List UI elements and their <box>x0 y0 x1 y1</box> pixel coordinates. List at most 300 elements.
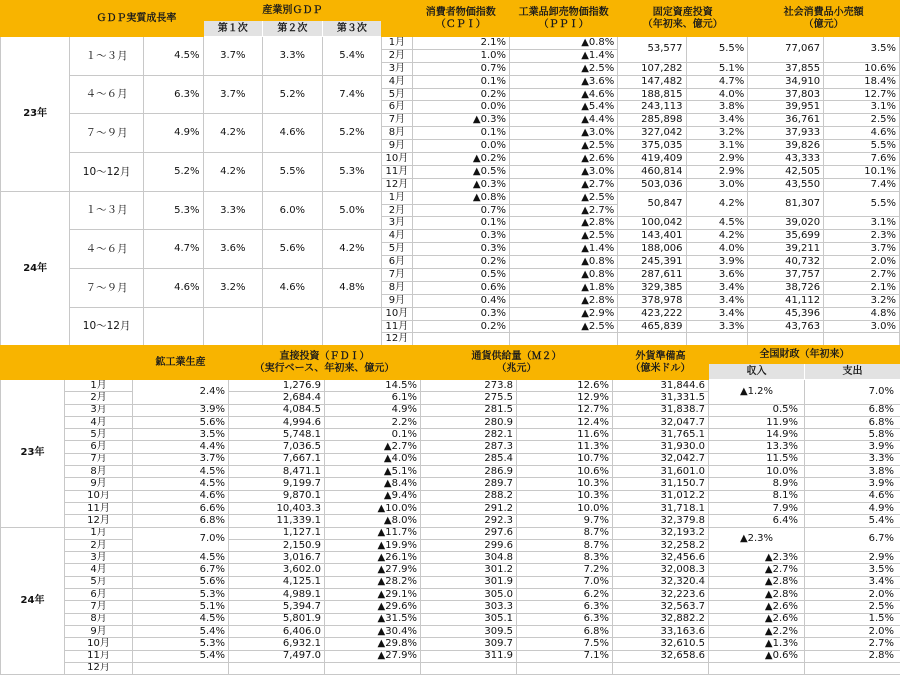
fdi-growth-cell: ▲9.4% <box>325 490 421 502</box>
ppi-cell: ▲1.8% <box>510 281 618 294</box>
secondary-industry-cell: 4.6% <box>263 269 323 308</box>
tertiary-industry-cell <box>322 307 382 346</box>
month-label: 2月 <box>382 49 412 62</box>
fixed-asset-investment-cell: 243,113 <box>618 101 686 114</box>
month-label: 3月 <box>65 404 133 416</box>
retail-growth-cell <box>824 333 900 346</box>
mining-production-cell: 5.1% <box>133 601 229 613</box>
bottom-table-body <box>1 380 900 675</box>
retail-growth-cell: 2.3% <box>824 230 900 243</box>
month-label: 11月 <box>65 502 133 514</box>
month-label: 6月 <box>65 589 133 601</box>
fixed-asset-investment-cell: 460,814 <box>618 165 686 178</box>
fixed-asset-investment-cell: 378,978 <box>618 294 686 307</box>
fiscal-revenue-cell: 0.5% <box>709 404 805 416</box>
fx-reserves-cell: 32,456.6 <box>613 552 709 564</box>
m2-value-cell: 304.8 <box>421 552 517 564</box>
month-label: 4月 <box>382 75 412 88</box>
ppi-cell: ▲2.6% <box>510 153 618 166</box>
fdi-growth-cell: ▲31.5% <box>325 613 421 625</box>
top-table-body <box>1 37 900 346</box>
mining-production-cell: 4.4% <box>133 441 229 453</box>
table-row <box>1 75 900 88</box>
secondary-industry-cell <box>263 307 323 346</box>
month-label: 1月 <box>65 527 133 539</box>
quarter-label: 10～12月 <box>70 153 144 192</box>
primary-industry-cell: 3.7% <box>203 75 263 114</box>
m2-growth-cell: 8.7% <box>517 527 613 539</box>
mining-production-cell: 6.7% <box>133 564 229 576</box>
fiscal-revenue-cell: ▲1.3% <box>709 638 805 650</box>
ppi-cell: ▲5.4% <box>510 101 618 114</box>
retail-growth-cell: 3.7% <box>824 243 900 256</box>
m2-growth-cell <box>517 662 613 674</box>
fdi-value-cell: 2,150.9 <box>229 539 325 551</box>
fiscal-revenue-cell: 13.3% <box>709 441 805 453</box>
fdi-growth-cell: ▲29.8% <box>325 638 421 650</box>
fiscal-revenue-cell: 11.9% <box>709 416 805 428</box>
retail-growth-cell: 3.0% <box>824 320 900 333</box>
fixed-asset-growth-cell: 4.0% <box>686 88 748 101</box>
fdi-value-cell: 6,932.1 <box>229 638 325 650</box>
fx-reserves-cell: 32,379.8 <box>613 515 709 527</box>
cpi-cell: 0.3% <box>412 230 509 243</box>
month-label: 1月 <box>382 191 412 204</box>
m2-value-cell: 285.4 <box>421 453 517 465</box>
fdi-value-cell: 2,684.4 <box>229 392 325 404</box>
fdi-growth-cell: ▲10.0% <box>325 502 421 514</box>
fdi-value-cell: 1,127.1 <box>229 527 325 539</box>
fiscal-revenue-cell: 7.9% <box>709 502 805 514</box>
header-cpi: 消費者物価指数 （ＣＰＩ） <box>412 1 509 37</box>
month-label: 5月 <box>65 576 133 588</box>
primary-industry-cell: 3.7% <box>203 37 263 76</box>
fiscal-expenditure-cell: 1.5% <box>805 613 900 625</box>
m2-value-cell: 301.2 <box>421 564 517 576</box>
month-label: 3月 <box>65 552 133 564</box>
ppi-cell: ▲2.5% <box>510 140 618 153</box>
retail-growth-cell: 18.4% <box>824 75 900 88</box>
month-label: 10月 <box>65 490 133 502</box>
fixed-asset-growth-cell: 3.9% <box>686 256 748 269</box>
ppi-cell <box>510 333 618 346</box>
cpi-cell: ▲0.2% <box>412 153 509 166</box>
cpi-cell: ▲0.8% <box>412 191 509 204</box>
ppi-cell: ▲2.7% <box>510 178 618 191</box>
retail-sales-cell: 40,732 <box>748 256 824 269</box>
m2-value-cell: 286.9 <box>421 466 517 478</box>
month-label: 10月 <box>65 638 133 650</box>
fdi-value-cell: 7,497.0 <box>229 650 325 662</box>
retail-growth-cell: 2.5% <box>824 114 900 127</box>
cpi-cell: 0.3% <box>412 243 509 256</box>
fx-reserves-cell: 32,610.5 <box>613 638 709 650</box>
m2-value-cell: 311.9 <box>421 650 517 662</box>
secondary-industry-cell: 4.6% <box>263 114 323 153</box>
fiscal-expenditure-cell: 3.9% <box>805 478 900 490</box>
month-label: 9月 <box>65 625 133 637</box>
table-row <box>1 429 900 441</box>
fdi-value-cell: 9,870.1 <box>229 490 325 502</box>
fixed-asset-growth-cell: 3.4% <box>686 114 748 127</box>
month-label: 3月 <box>382 217 412 230</box>
tertiary-industry-cell: 7.4% <box>322 75 382 114</box>
fx-reserves-cell: 32,047.7 <box>613 416 709 428</box>
fdi-growth-cell: ▲8.4% <box>325 478 421 490</box>
ppi-cell: ▲3.6% <box>510 75 618 88</box>
cpi-cell: 0.3% <box>412 307 509 320</box>
primary-industry-cell <box>203 307 263 346</box>
retail-sales-cell: 37,933 <box>748 127 824 140</box>
month-label: 12月 <box>65 662 133 674</box>
fixed-asset-investment-cell: 287,611 <box>618 269 686 282</box>
fx-reserves-cell: 32,223.6 <box>613 589 709 601</box>
mining-production-cell: 4.5% <box>133 466 229 478</box>
fdi-growth-cell: 6.1% <box>325 392 421 404</box>
table-row <box>1 662 900 674</box>
m2-growth-cell: 6.2% <box>517 589 613 601</box>
m2-value-cell: 282.1 <box>421 429 517 441</box>
fx-reserves-cell: 31,930.0 <box>613 441 709 453</box>
table-row <box>1 552 900 564</box>
month-label: 1月 <box>382 37 412 50</box>
tertiary-industry-cell: 4.8% <box>322 269 382 308</box>
retail-sales-cell: 39,020 <box>748 217 824 230</box>
retail-sales-cell: 35,699 <box>748 230 824 243</box>
mining-production-cell: 6.6% <box>133 502 229 514</box>
m2-value-cell: 297.6 <box>421 527 517 539</box>
retail-growth-cell: 3.5% <box>824 37 900 63</box>
tertiary-industry-cell: 4.2% <box>322 230 382 269</box>
fdi-growth-cell: 14.5% <box>325 380 421 392</box>
table-row <box>1 191 900 204</box>
month-label: 5月 <box>65 429 133 441</box>
retail-sales-cell: 43,550 <box>748 178 824 191</box>
month-label: 10月 <box>382 153 412 166</box>
fdi-value-cell: 4,989.1 <box>229 589 325 601</box>
year-label: 24年 <box>1 527 65 675</box>
month-label: 9月 <box>382 140 412 153</box>
retail-growth-cell: 10.1% <box>824 165 900 178</box>
retail-growth-cell: 7.6% <box>824 153 900 166</box>
fixed-asset-investment-cell: 419,409 <box>618 153 686 166</box>
fdi-value-cell: 10,403.3 <box>229 502 325 514</box>
month-label: 8月 <box>382 281 412 294</box>
table-row <box>1 490 900 502</box>
subheader-tertiary: 第３次 <box>322 21 382 37</box>
fiscal-expenditure-cell: 2.7% <box>805 638 900 650</box>
month-label: 12月 <box>382 333 412 346</box>
table-row <box>1 307 900 320</box>
cpi-cell: 0.2% <box>412 256 509 269</box>
secondary-industry-cell: 3.3% <box>263 37 323 76</box>
fiscal-revenue-cell <box>709 662 805 674</box>
m2-growth-cell: 10.3% <box>517 490 613 502</box>
mining-production-cell: 5.4% <box>133 625 229 637</box>
m2-growth-cell: 8.3% <box>517 552 613 564</box>
table-row <box>1 478 900 490</box>
cpi-cell: 0.1% <box>412 127 509 140</box>
table-row <box>1 153 900 166</box>
mining-production-cell: 4.5% <box>133 478 229 490</box>
ppi-cell: ▲0.8% <box>510 256 618 269</box>
retail-growth-cell: 5.5% <box>824 191 900 217</box>
fiscal-expenditure-cell: 3.9% <box>805 441 900 453</box>
retail-sales-cell: 77,067 <box>748 37 824 63</box>
fixed-asset-investment-cell: 423,222 <box>618 307 686 320</box>
month-label: 6月 <box>65 441 133 453</box>
table-row <box>1 638 900 650</box>
m2-growth-cell: 12.7% <box>517 404 613 416</box>
mining-production-cell: 3.5% <box>133 429 229 441</box>
ppi-cell: ▲2.5% <box>510 320 618 333</box>
fdi-growth-cell: ▲2.7% <box>325 441 421 453</box>
month-label: 12月 <box>382 178 412 191</box>
fdi-growth-cell: 4.9% <box>325 404 421 416</box>
secondary-industry-cell: 5.2% <box>263 75 323 114</box>
fiscal-revenue-cell: ▲1.2% <box>709 380 805 405</box>
header-ppi: 工業品卸売物価指数 （ＰＰＩ） <box>510 1 618 37</box>
fx-reserves-cell: 32,320.4 <box>613 576 709 588</box>
fiscal-revenue-cell: ▲2.8% <box>709 589 805 601</box>
fiscal-expenditure-cell: 3.3% <box>805 453 900 465</box>
m2-growth-cell: 12.6% <box>517 380 613 392</box>
fiscal-revenue-cell: ▲2.3% <box>709 552 805 564</box>
fixed-asset-growth-cell: 3.8% <box>686 101 748 114</box>
ppi-cell: ▲2.5% <box>510 62 618 75</box>
fixed-asset-investment-cell: 285,898 <box>618 114 686 127</box>
fdi-growth-cell: 0.1% <box>325 429 421 441</box>
month-label: 2月 <box>382 204 412 217</box>
fx-reserves-cell: 31,331.5 <box>613 392 709 404</box>
fiscal-expenditure-cell: 4.9% <box>805 502 900 514</box>
table-row <box>1 453 900 465</box>
table-row <box>1 230 900 243</box>
fx-reserves-cell: 31,150.7 <box>613 478 709 490</box>
table-row <box>1 502 900 514</box>
ppi-cell: ▲3.0% <box>510 127 618 140</box>
fx-reserves-cell: 32,882.2 <box>613 613 709 625</box>
tertiary-industry-cell: 5.0% <box>322 191 382 230</box>
table-row <box>1 613 900 625</box>
month-label: 5月 <box>382 88 412 101</box>
table-row <box>1 37 900 50</box>
month-label: 4月 <box>65 416 133 428</box>
secondary-industry-cell: 5.5% <box>263 153 323 192</box>
header-fdi: 直接投資（ＦＤＩ） （実行ベース、年初来、億元） <box>229 346 421 380</box>
fiscal-revenue-cell: ▲2.3% <box>709 527 805 552</box>
fiscal-revenue-cell: 6.4% <box>709 515 805 527</box>
fx-reserves-cell: 32,042.7 <box>613 453 709 465</box>
month-label: 8月 <box>65 613 133 625</box>
fixed-asset-investment-cell: 375,035 <box>618 140 686 153</box>
table-row <box>1 416 900 428</box>
ppi-cell: ▲2.5% <box>510 230 618 243</box>
subheader-primary: 第１次 <box>203 21 263 37</box>
m2-value-cell: 305.1 <box>421 613 517 625</box>
fixed-asset-growth-cell: 5.1% <box>686 62 748 75</box>
fiscal-expenditure-cell: 6.8% <box>805 416 900 428</box>
month-label: 1月 <box>65 380 133 392</box>
fiscal-revenue-cell: 11.5% <box>709 453 805 465</box>
fixed-asset-investment-cell: 465,839 <box>618 320 686 333</box>
cpi-cell: 0.4% <box>412 294 509 307</box>
m2-value-cell: 281.5 <box>421 404 517 416</box>
table-row <box>1 589 900 601</box>
fixed-asset-investment-cell: 107,282 <box>618 62 686 75</box>
fiscal-expenditure-cell: 2.0% <box>805 625 900 637</box>
tertiary-industry-cell: 5.3% <box>322 153 382 192</box>
fdi-value-cell: 3,602.0 <box>229 564 325 576</box>
cpi-cell: 0.7% <box>412 204 509 217</box>
month-label: 11月 <box>382 320 412 333</box>
fixed-asset-investment-cell: 188,815 <box>618 88 686 101</box>
table-row <box>1 601 900 613</box>
quarter-label: ７～９月 <box>70 114 144 153</box>
mining-production-cell: 2.4% <box>133 380 229 405</box>
cpi-cell: 0.1% <box>412 75 509 88</box>
fixed-asset-growth-cell: 5.5% <box>686 37 748 63</box>
mining-production-cell: 7.0% <box>133 527 229 552</box>
cpi-cell: 2.1% <box>412 37 509 50</box>
fixed-asset-growth-cell: 4.7% <box>686 75 748 88</box>
month-label: 6月 <box>382 256 412 269</box>
cpi-cell: ▲0.3% <box>412 114 509 127</box>
fiscal-expenditure-cell: 2.5% <box>805 601 900 613</box>
fiscal-expenditure-cell: 2.8% <box>805 650 900 662</box>
fdi-growth-cell: ▲27.9% <box>325 564 421 576</box>
retail-sales-cell: 41,112 <box>748 294 824 307</box>
mining-production-cell: 4.6% <box>133 490 229 502</box>
fiscal-expenditure-cell: 2.0% <box>805 589 900 601</box>
retail-sales-cell: 38,726 <box>748 281 824 294</box>
m2-value-cell: 301.9 <box>421 576 517 588</box>
fdi-value-cell: 3,016.7 <box>229 552 325 564</box>
mining-production-cell: 6.8% <box>133 515 229 527</box>
m2-growth-cell: 11.6% <box>517 429 613 441</box>
fiscal-revenue-cell: ▲2.7% <box>709 564 805 576</box>
cpi-cell: 1.0% <box>412 49 509 62</box>
month-label: 7月 <box>382 114 412 127</box>
m2-growth-cell: 12.4% <box>517 416 613 428</box>
year-label: 24年 <box>1 191 70 346</box>
m2-growth-cell: 7.1% <box>517 650 613 662</box>
fiscal-expenditure-cell: 7.0% <box>805 380 900 405</box>
mining-production-cell: 3.9% <box>133 404 229 416</box>
m2-value-cell: 309.5 <box>421 625 517 637</box>
table-row <box>1 625 900 637</box>
fixed-asset-investment-cell: 50,847 <box>618 191 686 217</box>
m2-growth-cell: 10.3% <box>517 478 613 490</box>
m2-value-cell: 280.9 <box>421 416 517 428</box>
fx-reserves-cell: 31,012.2 <box>613 490 709 502</box>
fiscal-expenditure-cell: 3.5% <box>805 564 900 576</box>
table-row <box>1 404 900 416</box>
fiscal-revenue-cell: ▲2.8% <box>709 576 805 588</box>
fx-reserves-cell: 31,601.0 <box>613 466 709 478</box>
m2-value-cell: 287.3 <box>421 441 517 453</box>
table-row <box>1 466 900 478</box>
mining-production-cell: 3.7% <box>133 453 229 465</box>
fixed-asset-growth-cell: 4.2% <box>686 191 748 217</box>
fixed-asset-investment-cell: 503,036 <box>618 178 686 191</box>
m2-value-cell: 273.8 <box>421 380 517 392</box>
quarter-label: １～３月 <box>70 37 144 76</box>
subheader-secondary: 第２次 <box>263 21 323 37</box>
fixed-asset-growth-cell <box>686 333 748 346</box>
fiscal-expenditure-cell: 2.9% <box>805 552 900 564</box>
fdi-value-cell: 8,471.1 <box>229 466 325 478</box>
fdi-growth-cell: ▲29.1% <box>325 589 421 601</box>
fixed-asset-growth-cell: 3.4% <box>686 307 748 320</box>
fx-reserves-cell: 32,193.2 <box>613 527 709 539</box>
fdi-value-cell: 7,667.1 <box>229 453 325 465</box>
primary-industry-cell: 3.3% <box>203 191 263 230</box>
fiscal-revenue-cell: ▲2.2% <box>709 625 805 637</box>
fiscal-revenue-cell: ▲2.6% <box>709 601 805 613</box>
retail-growth-cell: 2.0% <box>824 256 900 269</box>
cpi-cell: 0.6% <box>412 281 509 294</box>
retail-sales-cell: 39,211 <box>748 243 824 256</box>
m2-value-cell: 299.6 <box>421 539 517 551</box>
fx-reserves-cell: 32,658.6 <box>613 650 709 662</box>
retail-sales-cell: 37,757 <box>748 269 824 282</box>
ppi-cell: ▲4.6% <box>510 88 618 101</box>
m2-value-cell: 309.7 <box>421 638 517 650</box>
ppi-cell: ▲0.8% <box>510 37 618 50</box>
fx-reserves-cell <box>613 662 709 674</box>
month-label: 2月 <box>65 539 133 551</box>
m2-value-cell: 289.7 <box>421 478 517 490</box>
year-label: 23年 <box>1 380 65 528</box>
subheader-expenditure: 支出 <box>805 364 900 380</box>
tertiary-industry-cell: 5.2% <box>322 114 382 153</box>
month-label: 9月 <box>382 294 412 307</box>
fixed-asset-growth-cell: 3.4% <box>686 294 748 307</box>
header-sector-gdp: 産業別ＧＤＰ <box>203 1 382 21</box>
month-label: 7月 <box>65 453 133 465</box>
quarter-label: 10～12月 <box>70 307 144 346</box>
month-label: 7月 <box>65 601 133 613</box>
retail-growth-cell: 4.8% <box>824 307 900 320</box>
retail-sales-cell: 45,396 <box>748 307 824 320</box>
m2-growth-cell: 7.5% <box>517 638 613 650</box>
month-label: 2月 <box>65 392 133 404</box>
cpi-cell <box>412 333 509 346</box>
cpi-cell: 0.7% <box>412 62 509 75</box>
month-label: 6月 <box>382 101 412 114</box>
ppi-cell: ▲4.4% <box>510 114 618 127</box>
fixed-asset-investment-cell: 100,042 <box>618 217 686 230</box>
month-label: 8月 <box>65 466 133 478</box>
ppi-cell: ▲3.0% <box>510 165 618 178</box>
m2-value-cell: 291.2 <box>421 502 517 514</box>
retail-sales-cell: 81,307 <box>748 191 824 217</box>
month-label: 7月 <box>382 269 412 282</box>
gdp-growth-cell: 4.7% <box>143 230 203 269</box>
mining-production-cell: 5.4% <box>133 650 229 662</box>
gdp-growth-cell: 6.3% <box>143 75 203 114</box>
fiscal-expenditure-cell: 5.4% <box>805 515 900 527</box>
fixed-asset-growth-cell: 3.3% <box>686 320 748 333</box>
fixed-asset-growth-cell: 3.6% <box>686 269 748 282</box>
fx-reserves-cell: 32,008.3 <box>613 564 709 576</box>
m2-value-cell: 288.2 <box>421 490 517 502</box>
m2-growth-cell: 10.0% <box>517 502 613 514</box>
retail-sales-cell: 37,855 <box>748 62 824 75</box>
fdi-value-cell: 6,406.0 <box>229 625 325 637</box>
retail-growth-cell: 5.5% <box>824 140 900 153</box>
